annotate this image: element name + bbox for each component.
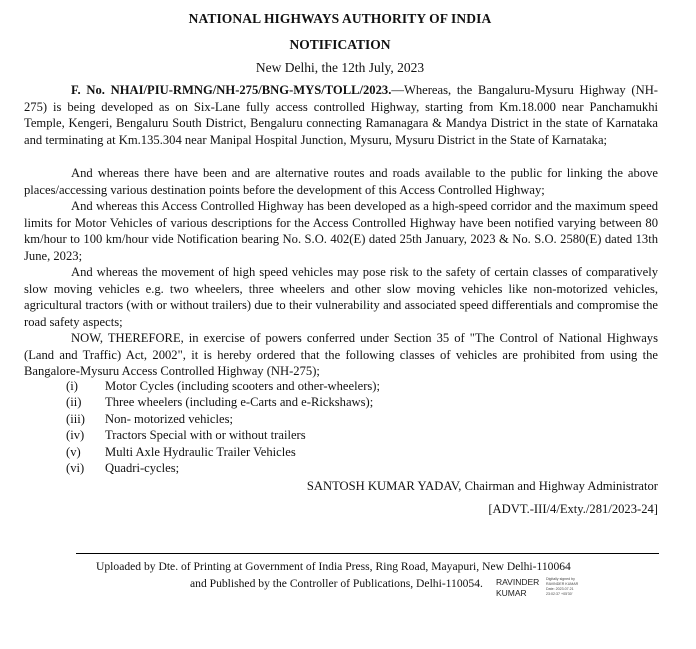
digital-signature-detail: Digitally signed by [546, 577, 575, 581]
digital-signature-first-name: RAVINDER [496, 577, 540, 587]
list-item-number: (iii) [66, 411, 85, 426]
digital-signature-details [546, 577, 596, 597]
list-item-text: Tractors Special with or without trailers [105, 428, 306, 443]
file-number: F. No. NHAI/PIU-RMNG/NH-275/BNG-MYS/TOLL/2023. [71, 83, 392, 97]
list-item-text: Quadri-cycles; [105, 461, 180, 476]
digital-signature-detail: Date: 2023.07.21 [546, 587, 574, 591]
list-item-number: (iv) [66, 428, 85, 443]
footer-divider [76, 553, 659, 554]
list-item [24, 427, 624, 443]
digital-signature-detail: RAVINDER KUMAR [546, 582, 579, 586]
list-item-number: (i) [66, 379, 78, 393]
paragraph-whereas-4: And whereas the movement of high speed vehicles may pose risk to the safety of certain classes of comparatively slow moving vehicles e.g. two wheelers, three wheelers and other slow moving vehicles like non-motorized vehicles, agricultural tractors (with or without trailers) due to their vulnerability and associated speed differentials and compromise the road safety aspects; [24, 265, 658, 329]
paragraph-whereas-3: And whereas this Access Controlled Highway has been developed as a high-speed corridor and the maximum speed limits for Motor Vehicles of various descriptions for the Access Controlled Highway have been notified varying between 80 km/hour to 100 km/hour vide Notification bearing No. S.O. 402(E) dated 25th January, 2023 & No. S.O. 2580(E) dated 13th June, 2023; [24, 199, 658, 263]
digital-signature-detail: 23:02:37 +05'30' [546, 592, 573, 596]
place-date: New Delhi, the 12th July, 2023 [255, 60, 425, 75]
list-item-text: Multi Axle Hydraulic Trailer Vehicles [105, 444, 296, 459]
list-item [24, 444, 624, 460]
digital-signature-last-name: KUMAR [496, 588, 527, 598]
advertisement-reference: [ADVT.-III/4/Exty./281/2023-24] [488, 502, 658, 516]
paragraph-now-therefore: NOW, THEREFORE, in exercise of powers conferred under Section 35 of "The Control of National Highways (Land and Traffic) Act, 2002", it is hereby ordered that the following classes of vehicles are prohibited from using the Bangalore-Mysuru Access Controlled Highway (NH-275); [24, 331, 658, 379]
authority-heading: NATIONAL HIGHWAYS AUTHORITY OF INDIA [188, 11, 492, 26]
paragraph-whereas-2: And whereas there have been and are alternative routes and roads available to the public for linking the above places/accessing various destination points before the development of this Access Controlled Highway; [24, 166, 658, 197]
prohibited-vehicles-list [24, 378, 624, 476]
list-item-text: Non- motorized vehicles; [105, 411, 233, 426]
list-item-text: Three wheelers (including e-Carts and e-Rickshaws); [105, 395, 374, 410]
list-item-number: (vi) [66, 461, 85, 476]
document-type-heading: NOTIFICATION [289, 37, 391, 52]
list-item-number: (ii) [66, 395, 82, 410]
paragraph-1-text: —Whereas, the Bangaluru-Mysuru Highway (NH-275) is being developed as on Six-Lane fully access controlled Highway, starting from Km.18.000 near Panchamukhi Temple, Kengeri, Bengaluru South District, Bengaluru connecting Ramanagara & Mandya District in the state of Karnataka and terminating at Km.135.304 near Manipal Hospital Junction, Mysuru, Mysuru District in the State of Karnataka; [24, 83, 658, 147]
digital-signature-name [496, 577, 539, 599]
signatory: SANTOSH KUMAR YADAV, Chairman and Highway Administrator [306, 479, 658, 493]
footer-publish-line: and Published by the Controller of Publications, Delhi-110054. [190, 577, 483, 590]
list-item [24, 394, 624, 410]
paragraph-whereas-1 [24, 82, 658, 148]
list-item-number: (v) [66, 444, 81, 459]
list-item-text: Motor Cycles (including scooters and other-wheelers); [105, 379, 380, 393]
footer-upload-line: Uploaded by Dte. of Printing at Government of India Press, Ring Road, Mayapuri, New Delhi-110064 [96, 560, 571, 573]
list-item [24, 411, 624, 427]
list-item [24, 378, 624, 394]
list-item [24, 460, 624, 476]
